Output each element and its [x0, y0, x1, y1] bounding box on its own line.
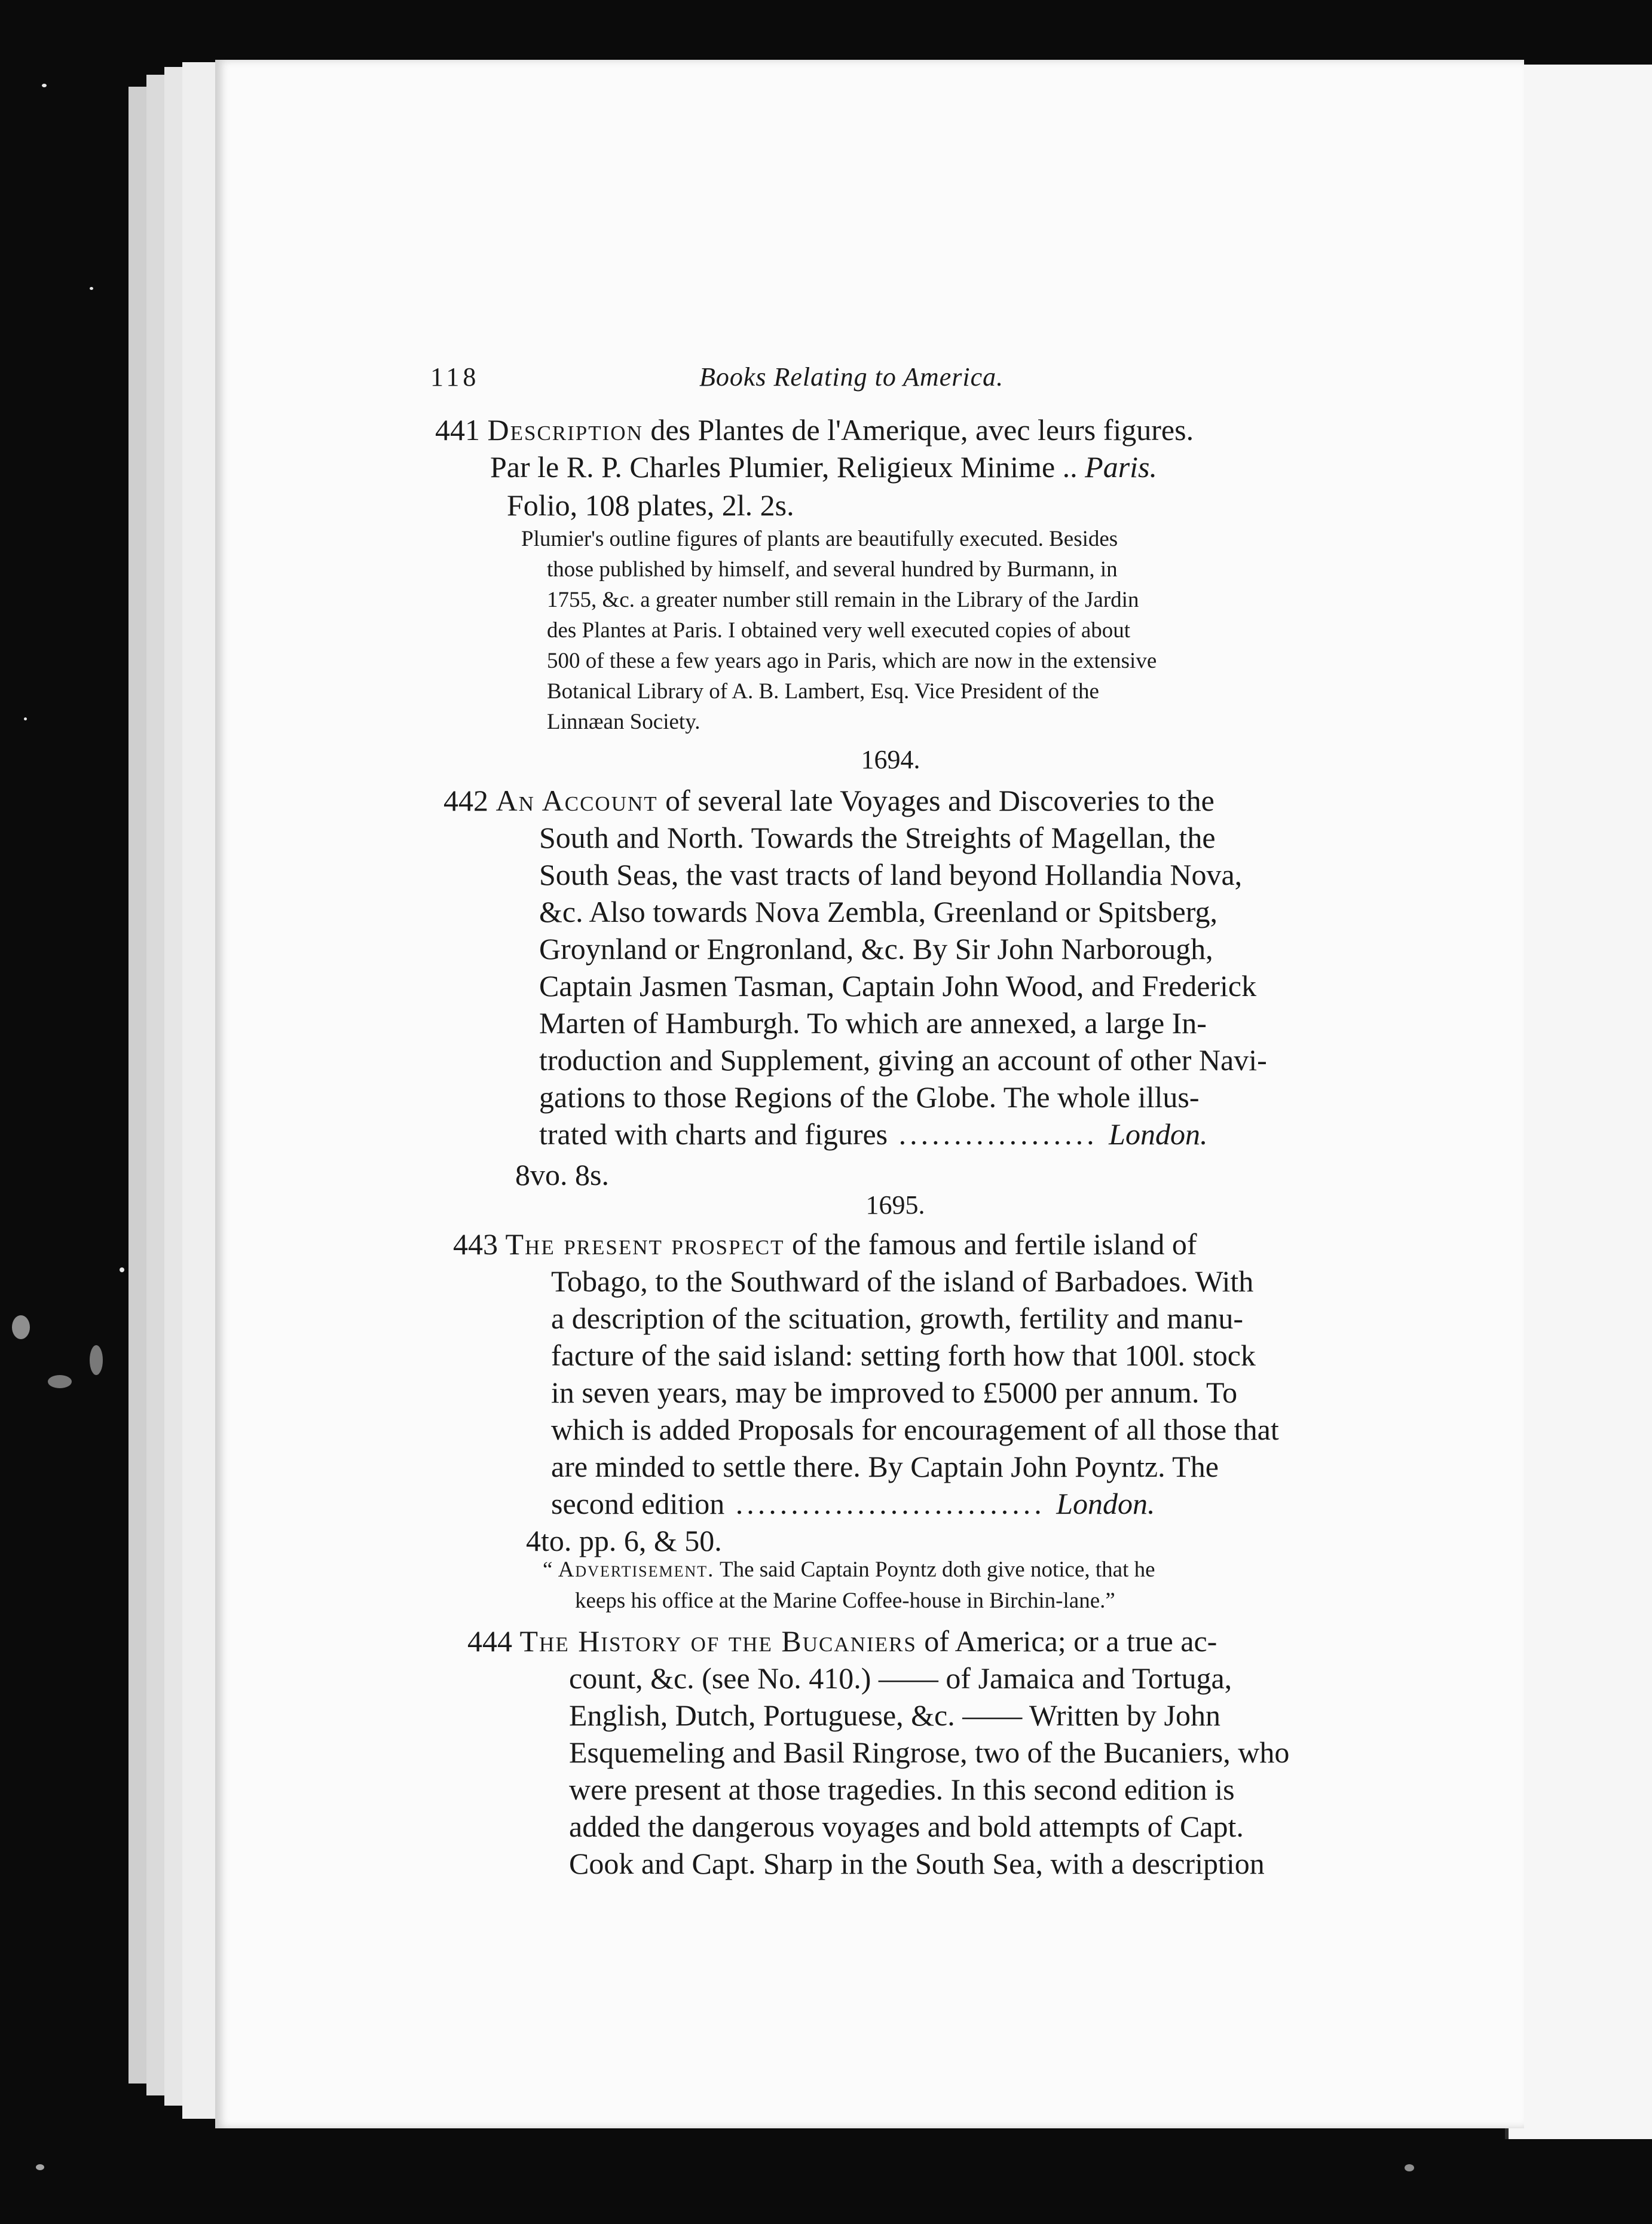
- advertisement-note: [543, 1557, 1155, 1583]
- entry-format: 8vo. 8s.: [515, 1158, 609, 1192]
- scan-speck: [90, 287, 93, 290]
- entry-text: of America; or a true ac-: [916, 1624, 1217, 1658]
- entry-text: of several late Voyages and Discoveries to the: [657, 784, 1214, 817]
- entry-number: 442: [443, 784, 488, 817]
- entry-line: South Seas, the vast tracts of land beyond Hollandia Nova,: [539, 858, 1243, 891]
- imprint-place: London.: [1109, 1117, 1208, 1151]
- running-head: [430, 362, 1327, 398]
- entry-line: Tobago, to the Southward of the island of Barbadoes. With: [551, 1264, 1254, 1298]
- entry-line: [490, 450, 1157, 484]
- entry-line: in seven years, may be improved to £5000 per annum. To: [551, 1376, 1238, 1409]
- entry-line: Captain Jasmen Tasman, Captain John Wood, and Frederick: [539, 969, 1257, 1003]
- entry-first-line: [443, 783, 1214, 818]
- entry-line: are minded to settle there. By Captain John Poyntz. The: [551, 1450, 1219, 1483]
- entry-line: Marten of Hamburgh. To which are annexed, a large In-: [539, 1006, 1207, 1040]
- entry-line: South and North. Towards the Streights of Magellan, the: [539, 821, 1216, 854]
- note-line: Plumier's outline figures of plants are beautifully executed. Besides: [521, 527, 1118, 551]
- note-line: des Plantes at Paris. I obtained very well executed copies of about: [547, 618, 1131, 643]
- running-title: Books Relating to America.: [699, 362, 1004, 392]
- entry-first-line: [453, 1227, 1197, 1261]
- year-heading: 1694.: [861, 745, 920, 774]
- entry-line: &c. Also towards Nova Zembla, Greenland or Spitsberg,: [539, 895, 1217, 928]
- leader-dots: ..................: [888, 1117, 1109, 1151]
- note-line: those published by himself, and several hundred by Burmann, in: [547, 557, 1118, 582]
- entry-line: troduction and Supplement, giving an account of other Navi-: [539, 1043, 1267, 1077]
- note-heading: Advertisement.: [558, 1557, 715, 1582]
- scan-speck: [12, 1315, 30, 1339]
- entry-line: gations to those Regions of the Globe. The whole illus-: [539, 1080, 1200, 1114]
- scan-speck: [36, 2164, 44, 2170]
- entry-heading: The present prospect: [505, 1227, 785, 1261]
- entry-text: des Plantes de l'Amerique, avec leurs figures.: [643, 413, 1194, 447]
- entry-line: English, Dutch, Portuguese, &c. —— Written by John: [569, 1698, 1221, 1732]
- entry-text: Par le R. P. Charles Plumier, Religieux Minime: [490, 450, 1056, 484]
- entry-line: which is added Proposals for encouragement of all those that: [551, 1413, 1279, 1446]
- facing-page: [1505, 65, 1652, 2139]
- note-line: 1755, &c. a greater number still remain in the Library of the Jardin: [547, 588, 1139, 612]
- entry-text: trated with charts and figures: [539, 1117, 888, 1151]
- entry-line: Esquemeling and Basil Ringrose, two of the Bucaniers, who: [569, 1736, 1290, 1769]
- entry-heading: Description: [487, 413, 643, 447]
- note-line: Linnæan Society.: [547, 710, 700, 734]
- imprint-place: Paris.: [1085, 450, 1158, 484]
- entry-heading: The History of the Bucaniers: [519, 1624, 917, 1658]
- entry-line: facture of the said island: setting forth how that 100l. stock: [551, 1339, 1256, 1372]
- scan-speck: [42, 84, 47, 87]
- year-heading: 1695.: [865, 1190, 925, 1220]
- entry-line: Groynland or Engronland, &c. By Sir John Narborough,: [539, 932, 1213, 966]
- imprint-place: London.: [1056, 1487, 1155, 1520]
- entry-first-line: [467, 1624, 1217, 1658]
- note-text: “: [543, 1557, 558, 1582]
- scan-speck: [120, 1267, 124, 1272]
- entry-number: 441: [435, 413, 480, 447]
- leader-dots: ............................: [724, 1487, 1057, 1520]
- page-number: 118: [430, 362, 480, 392]
- note-line: Botanical Library of A. B. Lambert, Esq. Vice President of the: [547, 679, 1099, 704]
- entry-format: Folio, 108 plates, 2l. 2s.: [507, 488, 794, 522]
- entry-format: 4to. pp. 6, & 50.: [526, 1524, 722, 1557]
- entry-heading: An Account: [495, 784, 658, 817]
- entry-line: a description of the scituation, growth, fertility and manu-: [551, 1302, 1244, 1335]
- scan-speck: [1405, 2164, 1414, 2171]
- entry-first-line: [435, 413, 1194, 447]
- entry-line: count, &c. (see No. 410.) —— of Jamaica and Tortuga,: [569, 1661, 1232, 1695]
- entry-line: [551, 1486, 1155, 1521]
- note-line: 500 of these a few years ago in Paris, which are now in the extensive: [547, 649, 1157, 673]
- scan-speck: [48, 1375, 72, 1388]
- entry-text: second edition: [551, 1487, 725, 1520]
- entry-line: Cook and Capt. Sharp in the South Sea, with a description: [569, 1847, 1265, 1880]
- entry-text: of the famous and fertile island of: [784, 1227, 1197, 1261]
- entry-line: added the dangerous voyages and bold attempts of Capt.: [569, 1810, 1244, 1843]
- entry-line: were present at those tragedies. In this second edition is: [569, 1773, 1235, 1806]
- note-text: The said Captain Poyntz doth give notice, that he: [714, 1557, 1155, 1582]
- entry-number: 444: [467, 1624, 512, 1658]
- entry-number: 443: [453, 1227, 498, 1261]
- note-line: keeps his office at the Marine Coffee-house in Birchin-lane.”: [575, 1588, 1115, 1613]
- scan-speck: [90, 1345, 103, 1375]
- leader-dots: ..: [1055, 450, 1085, 484]
- entry-line: [539, 1117, 1207, 1151]
- scan-speck: [24, 717, 27, 720]
